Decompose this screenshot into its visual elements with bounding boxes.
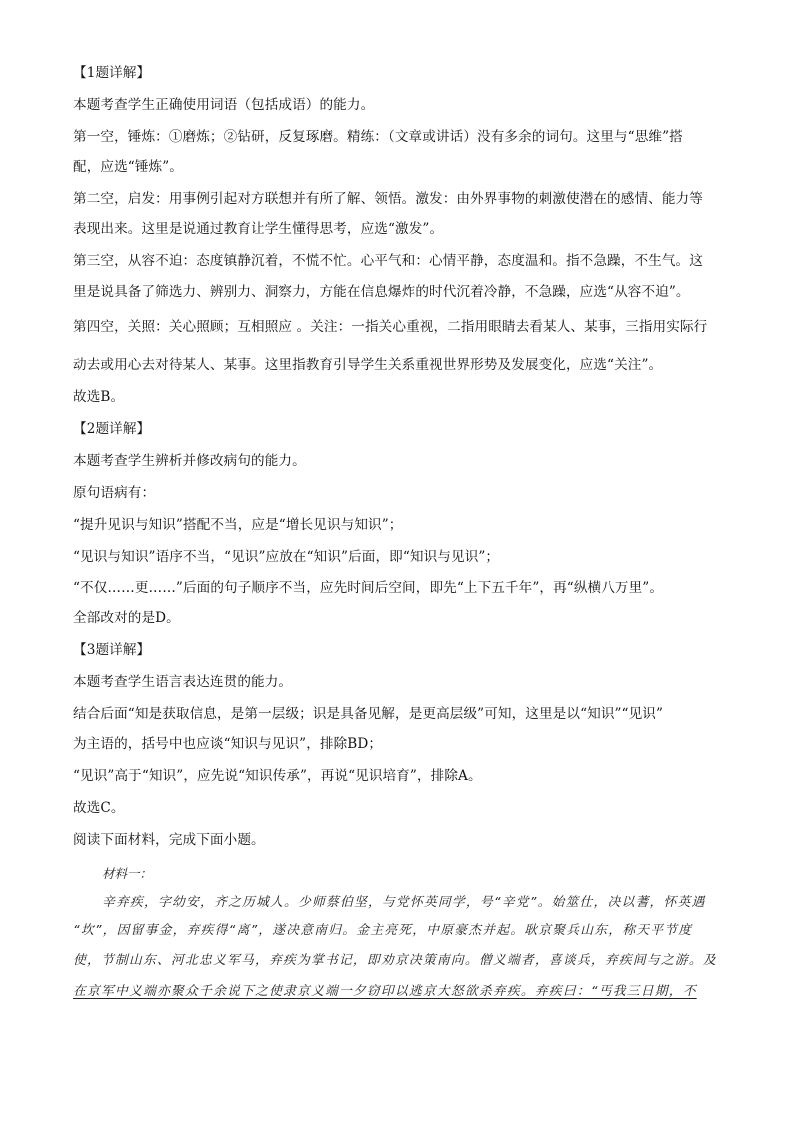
heading-q1: 【1题详解】 xyxy=(73,65,151,81)
heading-q3: 【3题详解】 xyxy=(73,642,151,658)
text-line: “见识”高于“知识”，应先说“知识传承”，再说“见识培育”，排除A。 xyxy=(73,768,482,784)
text-line: 第一空，锤炼：①磨炼；②钻研，反复琢磨。精练：（文章或讲话）没有多余的词句。这里与“思维”搭 xyxy=(73,129,683,145)
text-line: “不仅……更……”后面的句子顺序不当，应先时间后空间，即先“上下五千年”，再“纵横八万里”。 xyxy=(73,580,664,596)
text-line: 里是说具备了筛选力、辨别力、洞察力，方能在信息爆炸的时代沉着冷静，不急躁，应选“从容不迫”。 xyxy=(73,284,690,300)
text-line: 阅读下面材料，完成下面小题。 xyxy=(73,832,265,848)
text-line: “提升见识与知识”搭配不当，应是“增长见识与知识”； xyxy=(73,517,403,533)
material-line-underlined: 在京军中义端亦聚众千余说下之使隶京义端一夕窃印以逃京大怒欲杀弃疾。弃疾曰：“丐我三日期，不 xyxy=(73,984,697,999)
text-line: 表现出来。这里是说通过教育让学生懂得思考，应选“激发”。 xyxy=(73,221,444,237)
material-title: 材料一： xyxy=(102,866,153,881)
text-line: 故选B。 xyxy=(73,389,125,405)
text-line: 本题考查学生辨析并修改病句的能力。 xyxy=(73,453,306,469)
text-line: 为主语的，括号中也应谈“知识与见识”，排除BD； xyxy=(73,736,383,752)
material-line: 辛弃疾，字幼安，齐之历城人。少师蔡伯坚，与党怀英同学，号“辛党”。始筮仕，决以蓍，怀英遇 xyxy=(102,895,706,910)
text-line: 原句语病有： xyxy=(73,485,156,501)
material-line: 使，节制山东、河北忠义军马，弃疾为掌书记，即劝京决策南向。僧义端者，喜谈兵，弃疾间与之游。及 xyxy=(73,953,717,968)
text-line: 动去或用心去对待某人、某事。这里指教育引导学生关系重视世界形势及发展变化，应选“关注”。 xyxy=(73,357,663,373)
text-line: “见识与知识”语序不当，“见识”应放在“知识”后面，即“知识与见识”； xyxy=(73,549,500,565)
text-line: 本题考查学生语言表达连贯的能力。 xyxy=(73,674,293,690)
text-line: 第二空，启发：用事例引起对方联想并有所了解、领悟。激发：由外界事物的刺激使潜在的感情、能力等 xyxy=(73,191,703,207)
text-line: 故选C。 xyxy=(73,800,125,816)
text-line: 配，应选“锤炼”。 xyxy=(73,159,183,175)
text-line: 结合后面“知是获取信息，是第一层级；识是具备见解，是更高层级”可知，这里是以“知识”“见识” xyxy=(73,706,664,722)
text-line: 第四空，关照：关心照顾；互相照应 。关注：一指关心重视，二指用眼睛去看某人、某事，三指用实际行 xyxy=(73,319,708,335)
material-line: “坎”，因留事金，弃疾得“离”，遂决意南归。金主亮死，中原豪杰并起。耿京聚兵山东，称天平节度 xyxy=(73,923,693,938)
text-line: 第三空，从容不迫：态度镇静沉着，不慌不忙。心平气和：心情平静，态度温和。指不急躁，不生气。这 xyxy=(73,253,703,269)
heading-q2: 【2题详解】 xyxy=(73,421,151,437)
text-line: 本题考查学生正确使用词语（包括成语）的能力。 xyxy=(73,97,375,113)
text-line: 全部改对的是D。 xyxy=(73,610,180,626)
